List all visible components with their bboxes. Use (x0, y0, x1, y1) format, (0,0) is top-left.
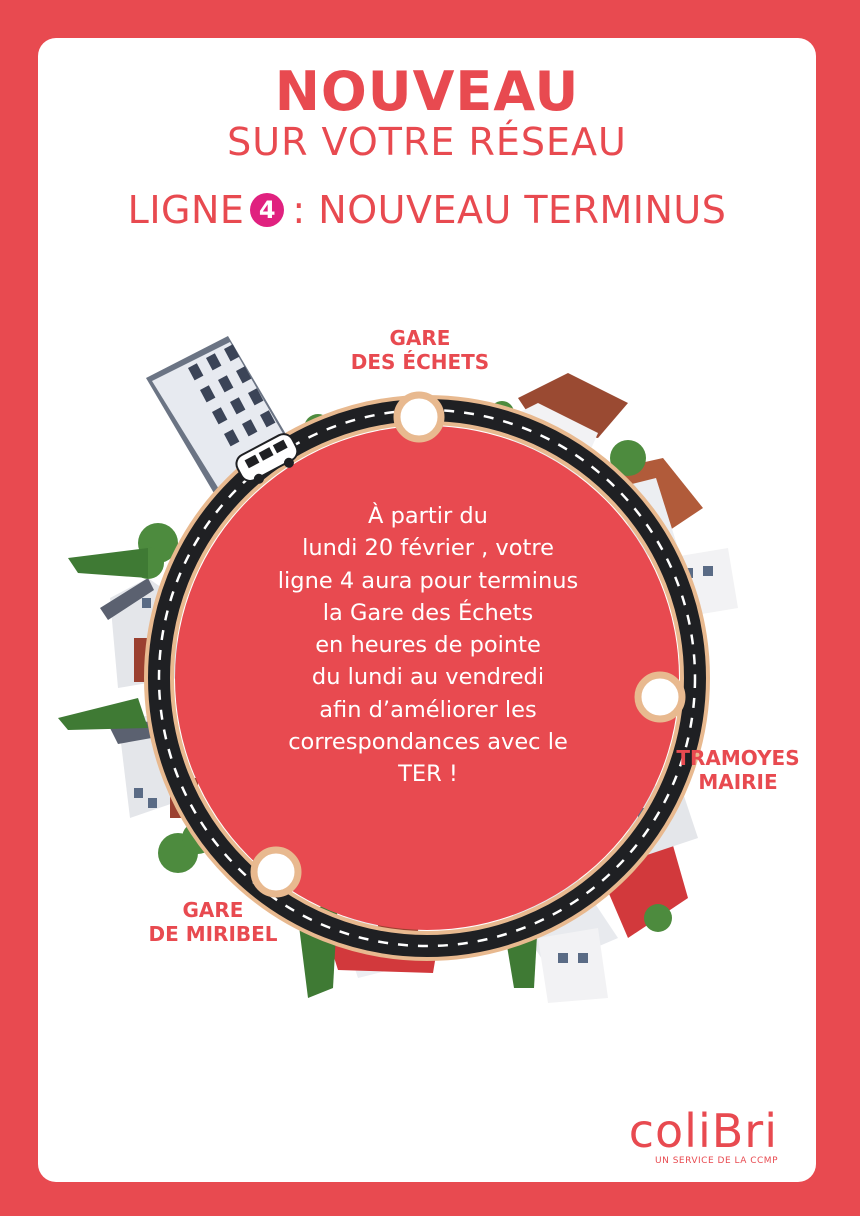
station-label-tramoyes-mairie: TRAMOYES MAIRIE (676, 746, 800, 794)
station-marker-icon (397, 395, 441, 439)
station-label-gare-des-echets: GARE DES ÉCHETS (350, 326, 490, 374)
line-suffix: : NOUVEAU TERMINUS (292, 188, 727, 232)
logo-wordmark: coliBri (628, 1104, 778, 1158)
logo-tagline: UN SERVICE DE LA CCMP (655, 1156, 778, 1166)
poster-card (38, 38, 816, 1182)
station-marker-icon (638, 675, 682, 719)
line-prefix: LIGNE (127, 188, 245, 232)
station-marker-icon (254, 850, 298, 894)
line-number-badge: 4 (250, 193, 284, 227)
poster-subtitle: SUR VOTRE RÉSEAU (227, 120, 627, 164)
poster-title: NOUVEAU (274, 60, 580, 123)
announcement-text: À partir du lundi 20 février , votre ligne 4 aura pour terminus la Gare des Échets en heures de pointe du lundi au vendredi afin d’améliorer les correspondances avec le TER ! (277, 503, 579, 788)
station-label-gare-de-miribel: GARE DE MIRIBEL (148, 898, 278, 946)
colibri-logo (598, 1104, 778, 1166)
